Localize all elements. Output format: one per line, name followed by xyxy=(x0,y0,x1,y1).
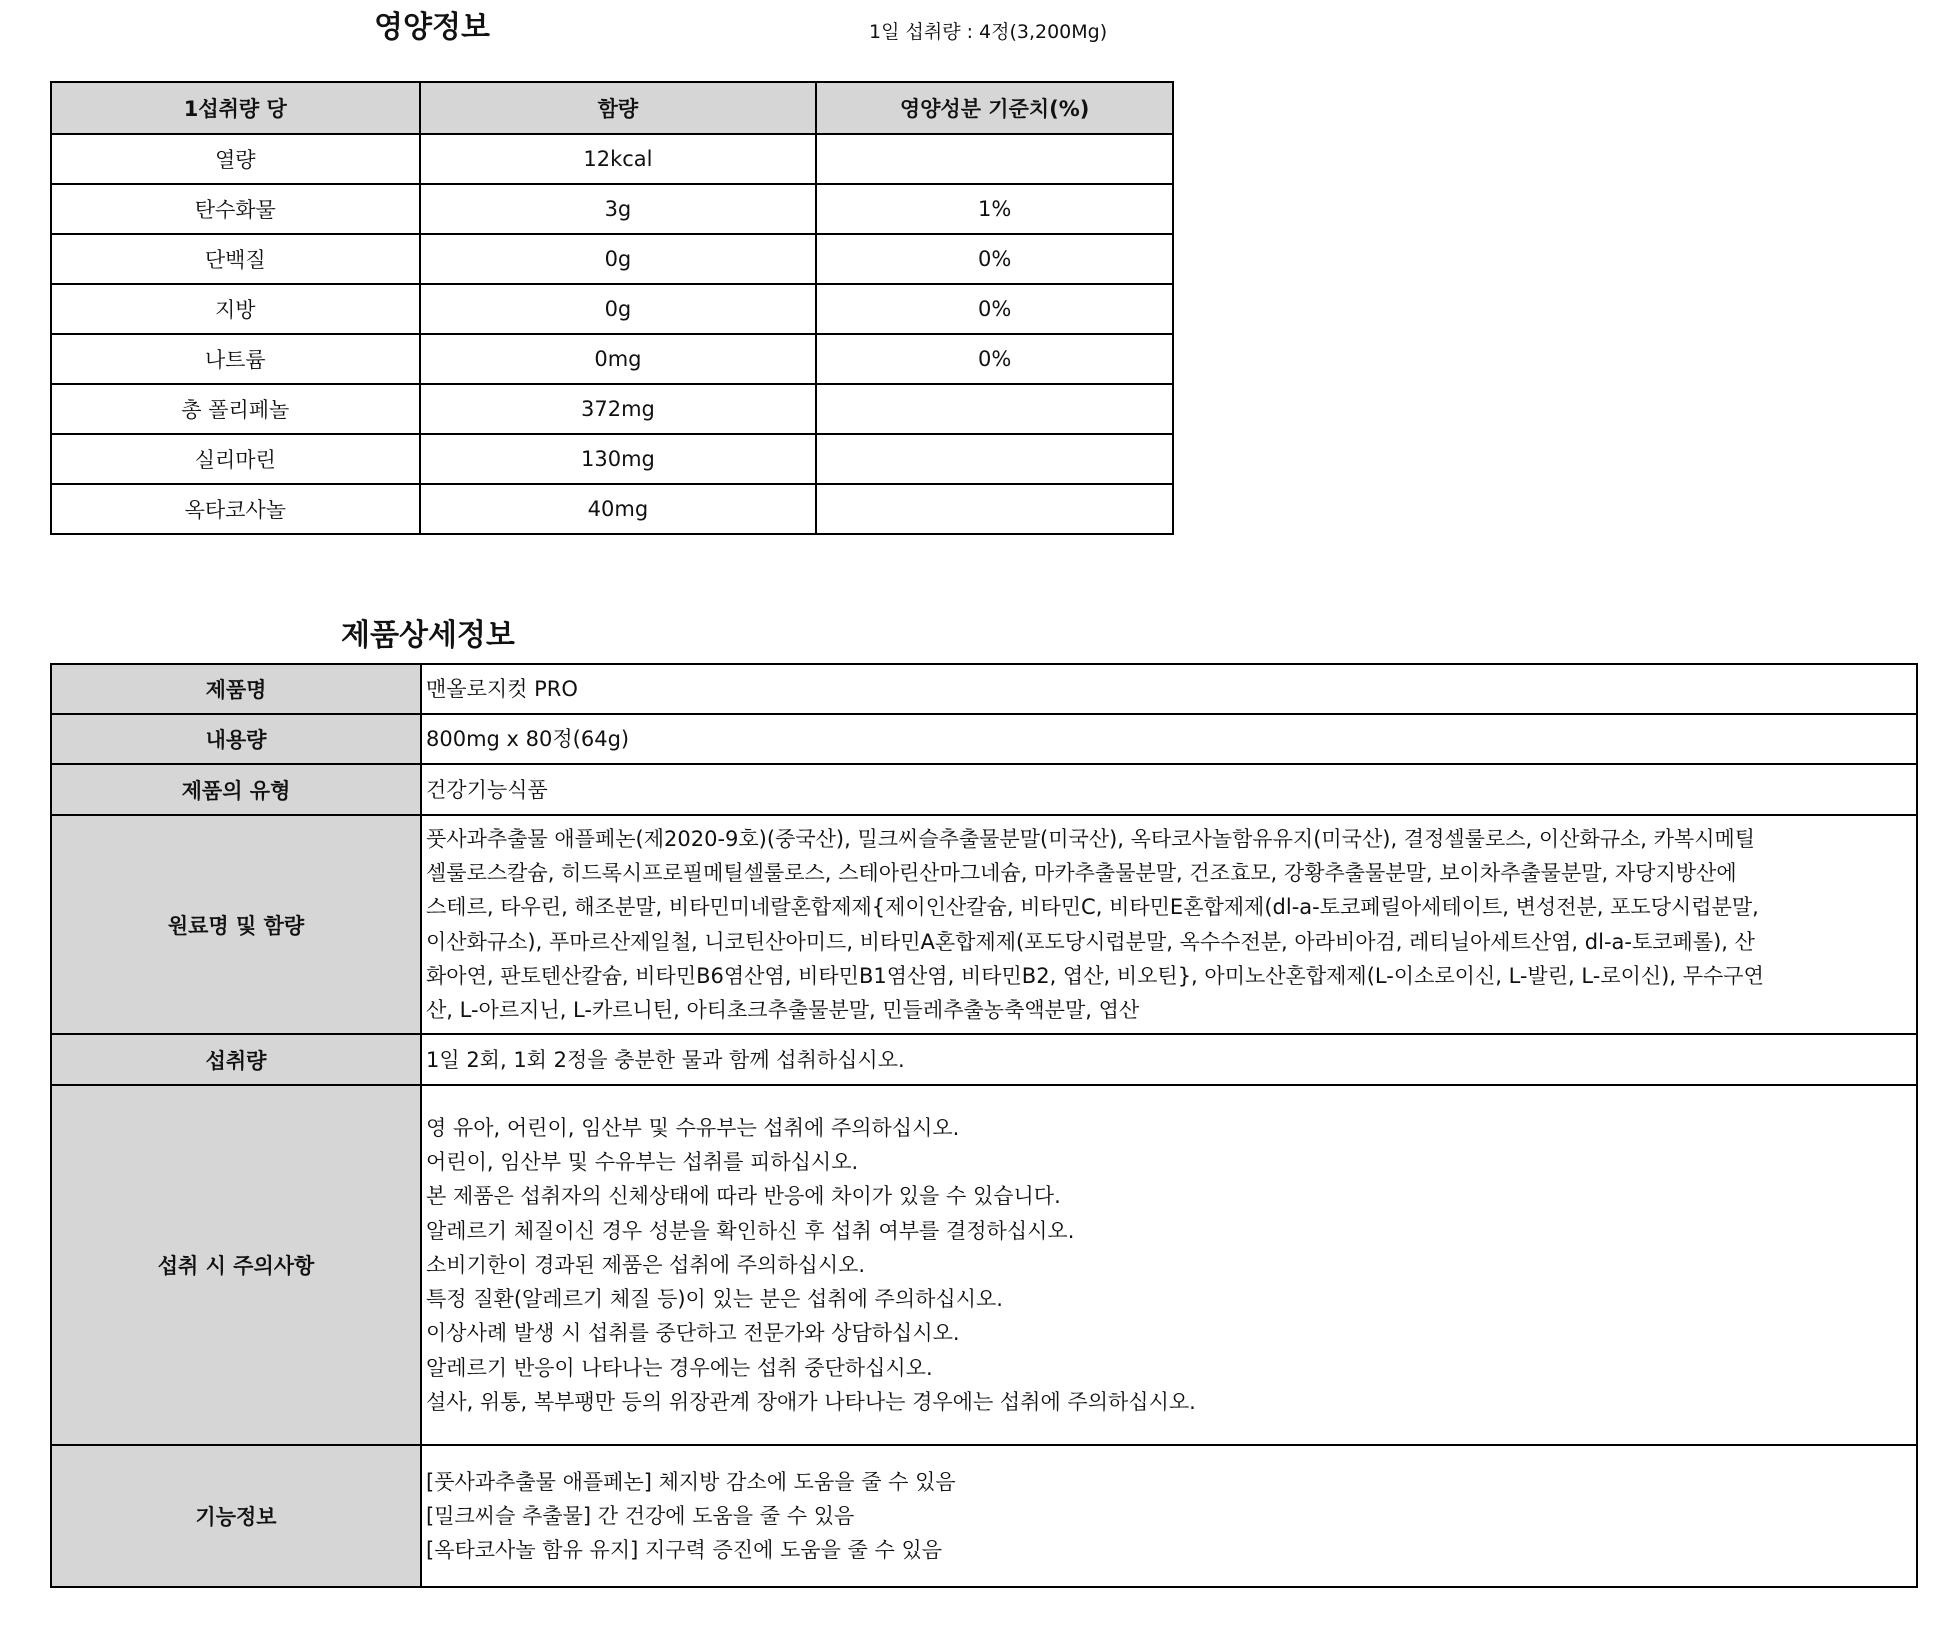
ingredients-label: 원료명 및 함량 xyxy=(51,815,421,1034)
detail-row-type xyxy=(51,764,1917,815)
ingredients-line: 스테르, 타우린, 해조분말, 비타민미네랄혼합제제{제이인산칼슘, 비타민C, 비타민E혼합제제(dl-a-토코페릴아세테이트, 변성전분, 포도당시럽분말, xyxy=(426,895,1759,920)
nutrient-name: 지방 xyxy=(51,284,420,334)
nutrition-header-row xyxy=(51,82,1173,134)
nutrient-percent: 0% xyxy=(816,234,1173,284)
ingredients-line: 화아연, 판토텐산칼슘, 비타민B6염산염, 비타민B1염산염, 비타민B2, 엽산, 비오틴}, 아미노산혼합제제(L-이소로이신, L-발린, L-로이신), 무수구연 xyxy=(426,963,1764,988)
nutrient-name: 열량 xyxy=(51,134,420,184)
product-name-label: 제품명 xyxy=(51,664,421,714)
table-row xyxy=(51,234,1173,284)
caution-line: 알레르기 체질이신 경우 성분을 확인하신 후 섭취 여부를 결정하십시오. xyxy=(426,1218,1075,1243)
nutrient-amount: 130mg xyxy=(420,434,817,484)
nutrition-title: 영양정보 xyxy=(374,10,490,45)
function-line: [밀크씨슬 추출물] 간 건강에 도움을 줄 수 있음 xyxy=(426,1503,855,1528)
capacity-value: 800mg x 80정(64g) xyxy=(421,714,1917,764)
header-daily-value: 영양성분 기준치(%) xyxy=(816,82,1173,134)
nutrient-percent xyxy=(816,384,1173,434)
nutrient-amount: 3g xyxy=(420,184,817,234)
ingredients-line: 산, L-아르지닌, L-카르니틴, 아티초크추출물분말, 민들레추출농축액분말, 엽산 xyxy=(426,997,1140,1022)
nutrient-percent xyxy=(816,134,1173,184)
function-line: [옥타코사놀 함유 유지] 지구력 증진에 도움을 줄 수 있음 xyxy=(426,1538,943,1563)
table-row xyxy=(51,284,1173,334)
type-label: 제품의 유형 xyxy=(51,764,421,815)
nutrient-name: 옥타코사놀 xyxy=(51,484,420,534)
caution-line: 본 제품은 섭취자의 신체상태에 따라 반응에 차이가 있을 수 있습니다. xyxy=(426,1184,1061,1209)
nutrient-amount: 0g xyxy=(420,234,817,284)
detail-row-product-name xyxy=(51,664,1917,714)
nutrient-amount: 0mg xyxy=(420,334,817,384)
nutrient-percent: 1% xyxy=(816,184,1173,234)
nutrient-amount: 0g xyxy=(420,284,817,334)
detail-row-intake xyxy=(51,1034,1917,1085)
intake-label: 섭취량 xyxy=(51,1034,421,1085)
function-line: [풋사과추출물 애플페논] 체지방 감소에 도움을 줄 수 있음 xyxy=(426,1469,956,1494)
caution-label: 섭취 시 주의사항 xyxy=(51,1085,421,1445)
caution-line: 어린이, 임산부 및 수유부는 섭취를 피하십시오. xyxy=(426,1150,859,1175)
caution-line: 이상사례 발생 시 섭취를 중단하고 전문가와 상담하십시오. xyxy=(426,1321,960,1346)
nutrient-name: 단백질 xyxy=(51,234,420,284)
ingredients-line: 이산화규소), 푸마르산제일철, 니코틴산아미드, 비타민A혼합제제(포도당시럽분말, 옥수수전분, 아라비아검, 레티닐아세트산염, dl-a-토코페롤), 산 xyxy=(426,929,1755,954)
nutrient-amount: 372mg xyxy=(420,384,817,434)
ingredients-line: 풋사과추출물 애플페논(제2020-9호)(중국산), 밀크씨슬추출물분말(미국산), 옥타코사놀함유유지(미국산), 결정셀룰로스, 이산화규소, 카복시메틸 xyxy=(426,826,1756,851)
type-value: 건강기능식품 xyxy=(421,764,1917,815)
function-value xyxy=(421,1445,1917,1587)
detail-table xyxy=(50,663,1918,1588)
detail-row-capacity xyxy=(51,714,1917,764)
caution-line: 설사, 위통, 복부팽만 등의 위장관계 장애가 나타나는 경우에는 섭취에 주의하십시오. xyxy=(426,1389,1196,1414)
nutrient-percent: 0% xyxy=(816,334,1173,384)
detail-title: 제품상세정보 xyxy=(341,618,515,653)
header-amount: 함량 xyxy=(420,82,817,134)
capacity-label: 내용량 xyxy=(51,714,421,764)
table-row xyxy=(51,484,1173,534)
table-row xyxy=(51,384,1173,434)
nutrient-name: 총 폴리페놀 xyxy=(51,384,420,434)
caution-line: 영 유아, 어린이, 임산부 및 수유부는 섭취에 주의하십시오. xyxy=(426,1116,960,1141)
function-label: 기능정보 xyxy=(51,1445,421,1587)
nutrient-percent: 0% xyxy=(816,284,1173,334)
nutrition-table xyxy=(50,81,1174,535)
nutrient-name: 실리마린 xyxy=(51,434,420,484)
caution-line: 알레르기 반응이 나타나는 경우에는 섭취 중단하십시오. xyxy=(426,1355,933,1380)
header-per-serving: 1섭취량 당 xyxy=(51,82,420,134)
caution-line: 특정 질환(알레르기 체질 등)이 있는 분은 섭취에 주의하십시오. xyxy=(426,1287,1003,1312)
caution-line: 소비기한이 경과된 제품은 섭취에 주의하십시오. xyxy=(426,1252,866,1277)
table-row xyxy=(51,134,1173,184)
table-row xyxy=(51,184,1173,234)
ingredients-value xyxy=(421,815,1917,1034)
nutrient-amount: 12kcal xyxy=(420,134,817,184)
detail-row-function xyxy=(51,1445,1917,1587)
nutrient-name: 나트륨 xyxy=(51,334,420,384)
detail-row-ingredients xyxy=(51,815,1917,1034)
caution-value xyxy=(421,1085,1917,1445)
product-name-value: 맨올로지컷 PRO xyxy=(421,664,1917,714)
detail-row-caution xyxy=(51,1085,1917,1445)
nutrient-amount: 40mg xyxy=(420,484,817,534)
nutrient-name: 탄수화물 xyxy=(51,184,420,234)
intake-value: 1일 2회, 1회 2정을 충분한 물과 함께 섭취하십시오. xyxy=(421,1034,1917,1085)
serving-note: 1일 섭취량 : 4정(3,200Mg) xyxy=(869,21,1108,43)
nutrient-percent xyxy=(816,484,1173,534)
nutrient-percent xyxy=(816,434,1173,484)
table-row xyxy=(51,334,1173,384)
ingredients-line: 셀룰로스칼슘, 히드록시프로필메틸셀룰로스, 스테아린산마그네슘, 마카추출물분말, 건조효모, 강황추출물분말, 보이차추출물분말, 자당지방산에 xyxy=(426,861,1737,886)
table-row xyxy=(51,434,1173,484)
